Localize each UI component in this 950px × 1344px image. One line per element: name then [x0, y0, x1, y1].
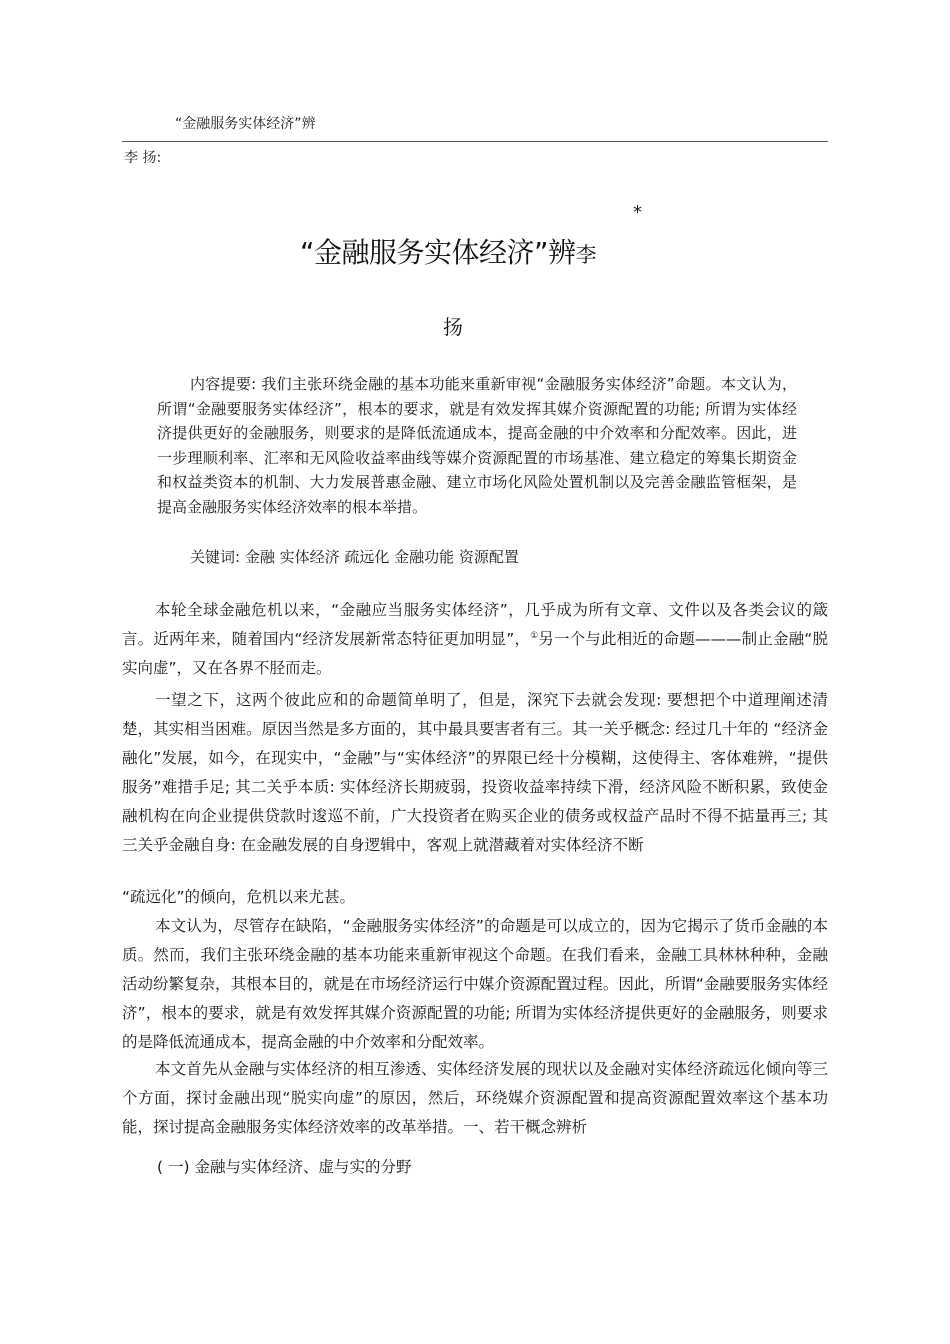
- body-paragraph-2-continued: “疏远化”的倾向，危机以来尤甚。: [122, 888, 356, 906]
- title-footnote-star: *: [633, 202, 642, 223]
- title-author-inline: 李: [575, 243, 597, 267]
- keywords: 关键词: 金融 实体经济 疏远化 金融功能 资源配置: [190, 548, 519, 566]
- body-paragraph-3: 本文认为，尽管存在缺陷，“金融服务实体经济”的命题是可以成立的，因为它揭示了货币金融的本质。然而，我们主张环绕金融的基本功能来重新审视这个命题。在我们看来，金融工具林林种种，金融活动纷繁复杂，其根本目的，就是在市场经济运行中媒介资源配置过程。因此，所谓“金融要服务实体经济”，根本的要求，就是有效发挥其媒介资源配置的功能; 所谓为实体经济提供更好的金融服务，则要求的是降低流通成本，提高金融的中介效率和分配效率。: [122, 917, 828, 1051]
- body-paragraph-1: [122, 596, 828, 683]
- page-title: [300, 231, 596, 271]
- p1-text-before: 本轮全球金融危机以来，“金融应当服务实体经济”，几乎成为所有文章、文件以及各类会议的箴言。近两年来，随着国内“经济发展新常态特征更加明显”，: [122, 601, 828, 648]
- abstract: 内容提要: 我们主张环绕金融的基本功能来重新审视“金融服务实体经济”命题。本文认为，所谓“金融要服务实体经济”，根本的要求，就是有效发挥其媒介资源配置的功能; 所谓为实体经济提供更好的金融服务，则要求的是降低流通成本，提高金融的中介效率和分配效率。因此，进一步理顺利率、汇率和无风险收益率曲线等媒介资源配置的市场基准、建立稳定的筹集长期资金和权益类资本的机制、大力发展普惠金融、建立市场化风险处置机制以及完善金融监管框架，是提高金融服务实体经济效率的根本举措。: [157, 375, 797, 516]
- header-divider: [122, 141, 828, 142]
- body-paragraph-2: 一望之下，这两个彼此应和的命题简单明了，但是，深究下去就会发现: 要想把个中道理阐述清楚，其实相当困难。原因当然是多方面的，其中最具要害者有三。其一关乎概念: 经过几十年的 “经济金融化”发展，如今，在现实中，“金融”与“实体经济”的界限已经十分模糊，这使得主、客体难辨，“提供服务”难措手足; 其二关乎本质: 实体经济长期疲弱，投资收益率持续下滑，经济风险不断积累，致使金融机构在向企业提供贷款时逡巡不前，广大投资者在购买企业的债务或权益产品时不得不掂量再三; 其三关乎金融自身: 在金融发展的自身逻辑中，客观上就潜藏着对实体经济不断: [122, 691, 828, 854]
- body-paragraph-4: 本文首先从金融与实体经济的相互渗透、实体经济发展的现状以及金融对实体经济疏远化倾向等三个方面，探讨金融出现“脱实向虚”的原因，然后，环绕媒介资源配置和提高资源配置效率这个基本功能，探讨提高金融服务实体经济效率的改革举措。一、若干概念辨析: [122, 1060, 828, 1136]
- running-header: “金融服务实体经济”辨: [175, 116, 316, 132]
- title-main: “金融服务实体经济”辨: [300, 236, 576, 269]
- p1-text-after: 另一个与此相近的命题———制止金融“脱实向虚”，又在各界不胫而走。: [122, 630, 829, 677]
- header-author: 李 扬:: [124, 150, 162, 166]
- title-author-rest: 扬: [443, 315, 463, 339]
- subsection-heading: ( 一) 金融与实体经济、虚与实的分野: [157, 1158, 412, 1176]
- footnote-marker[interactable]: ①: [530, 630, 539, 641]
